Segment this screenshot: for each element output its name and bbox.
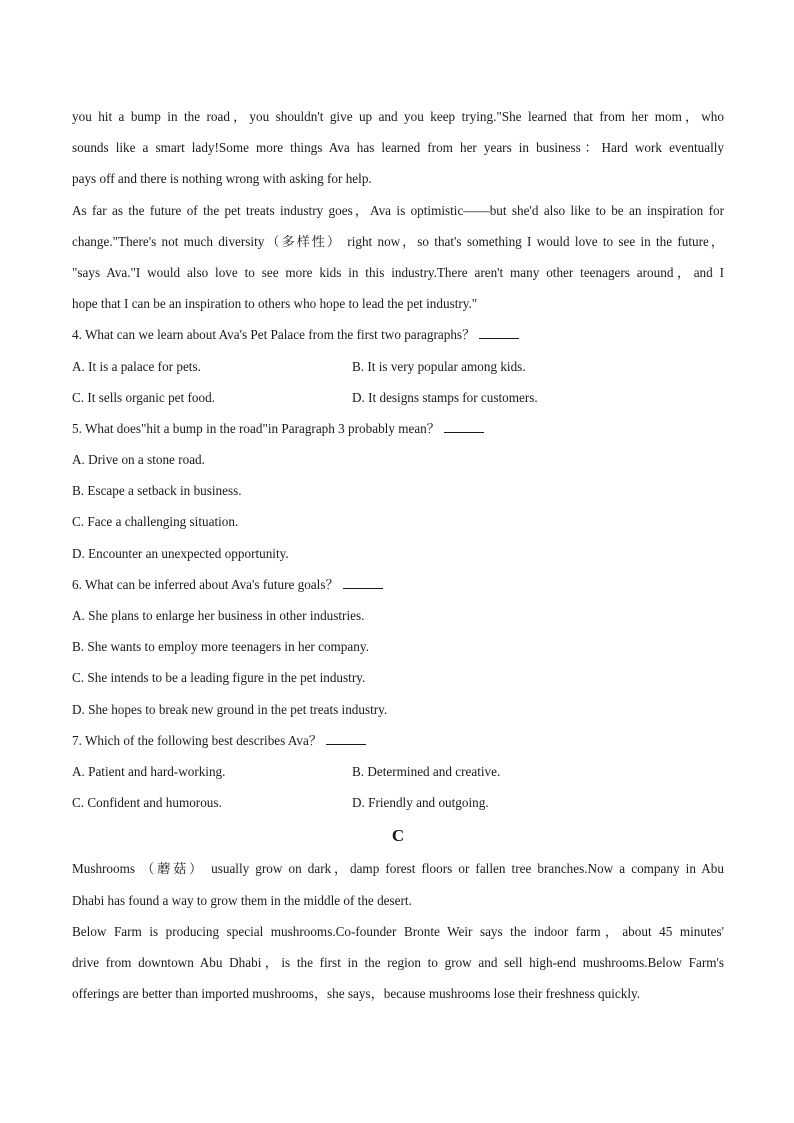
option-c: C. Face a challenging situation.	[72, 514, 239, 530]
answer-blank[interactable]	[444, 421, 484, 433]
option-b: B. Determined and creative.	[352, 763, 501, 779]
option-c: C. Confident and humorous.	[72, 795, 222, 811]
answer-blank[interactable]	[343, 577, 383, 589]
option-b: B. She wants to employ more teenagers in her company.	[72, 639, 369, 655]
passage-line: Dhabi has found a way to grow them in the middle of the desert.	[72, 892, 412, 908]
option-c: C. It sells organic pet food.	[72, 389, 215, 405]
passage-line: Mushrooms （蘑菇） usually grow on dark，damp forest floors or fallen tree branches.Now a company in Abu	[72, 861, 724, 877]
option-a: A. Drive on a stone road.	[72, 452, 205, 468]
answer-blank[interactable]	[326, 733, 366, 745]
question-7	[72, 725, 724, 819]
option-b: B. It is very popular among kids.	[352, 358, 526, 374]
passage-c	[72, 853, 724, 1009]
passage-line: change."There's not much diversity（多样性） right now，so that's something I would love to see in the future，	[72, 233, 724, 249]
option-d: D. Encounter an unexpected opportunity.	[72, 545, 289, 561]
passage-line: drive from downtown Abu Dhabi，is the first in the region to grow and sell high-end mushrooms.Below Farm's	[72, 954, 724, 970]
document-page	[72, 101, 724, 1009]
question-stem: 7. Which of the following best describes Ava？	[72, 732, 323, 748]
question-6	[72, 569, 724, 725]
option-a: A. She plans to enlarge her business in other industries.	[72, 608, 365, 623]
passage-line: As far as the future of the pet treats industry goes，Ava is optimistic——but she'd also like to be an inspiration for	[72, 202, 724, 218]
option-a: A. It is a palace for pets.	[72, 358, 201, 374]
question-5	[72, 413, 724, 569]
passage-b	[72, 101, 724, 319]
passage-line: "says Ava."I would also love to see more kids in this industry.There aren't many other teenagers around，and I	[72, 264, 724, 280]
passage-line: Below Farm is producing special mushrooms.Co-founder Bronte Weir says the indoor farm，about 45 minutes'	[72, 923, 724, 939]
question-stem: 5. What does"hit a bump in the road"in Paragraph 3 probably mean？	[72, 420, 440, 436]
passage-line: you hit a bump in the road，you shouldn't give up and you keep trying."She learned that from her mom，who	[72, 109, 724, 124]
question-stem: 6. What can be inferred about Ava's future goals？	[72, 576, 339, 592]
answer-blank[interactable]	[479, 327, 519, 339]
option-d: D. She hopes to break new ground in the pet treats industry.	[72, 701, 388, 717]
section-title: C	[391, 826, 405, 846]
option-b: B. Escape a setback in business.	[72, 483, 242, 499]
question-4	[72, 319, 724, 413]
passage-line: pays off and there is nothing wrong with asking for help.	[72, 171, 372, 187]
passage-line: sounds like a smart lady!Some more things Ava has learned from her years in business：Hard work eventually	[72, 140, 724, 156]
option-a: A. Patient and hard-working.	[72, 763, 226, 779]
passage-line: offerings are better than imported mushrooms，she says，because mushrooms lose their freshness quickly.	[72, 986, 641, 1002]
option-c: C. She intends to be a leading figure in the pet industry.	[72, 670, 366, 686]
option-d: D. It designs stamps for customers.	[352, 389, 538, 405]
passage-line: hope that I can be an inspiration to others who hope to lead the pet industry."	[72, 296, 478, 312]
question-stem: 4. What can we learn about Ava's Pet Palace from the first two paragraphs？	[72, 327, 476, 343]
option-d: D. Friendly and outgoing.	[352, 795, 489, 811]
